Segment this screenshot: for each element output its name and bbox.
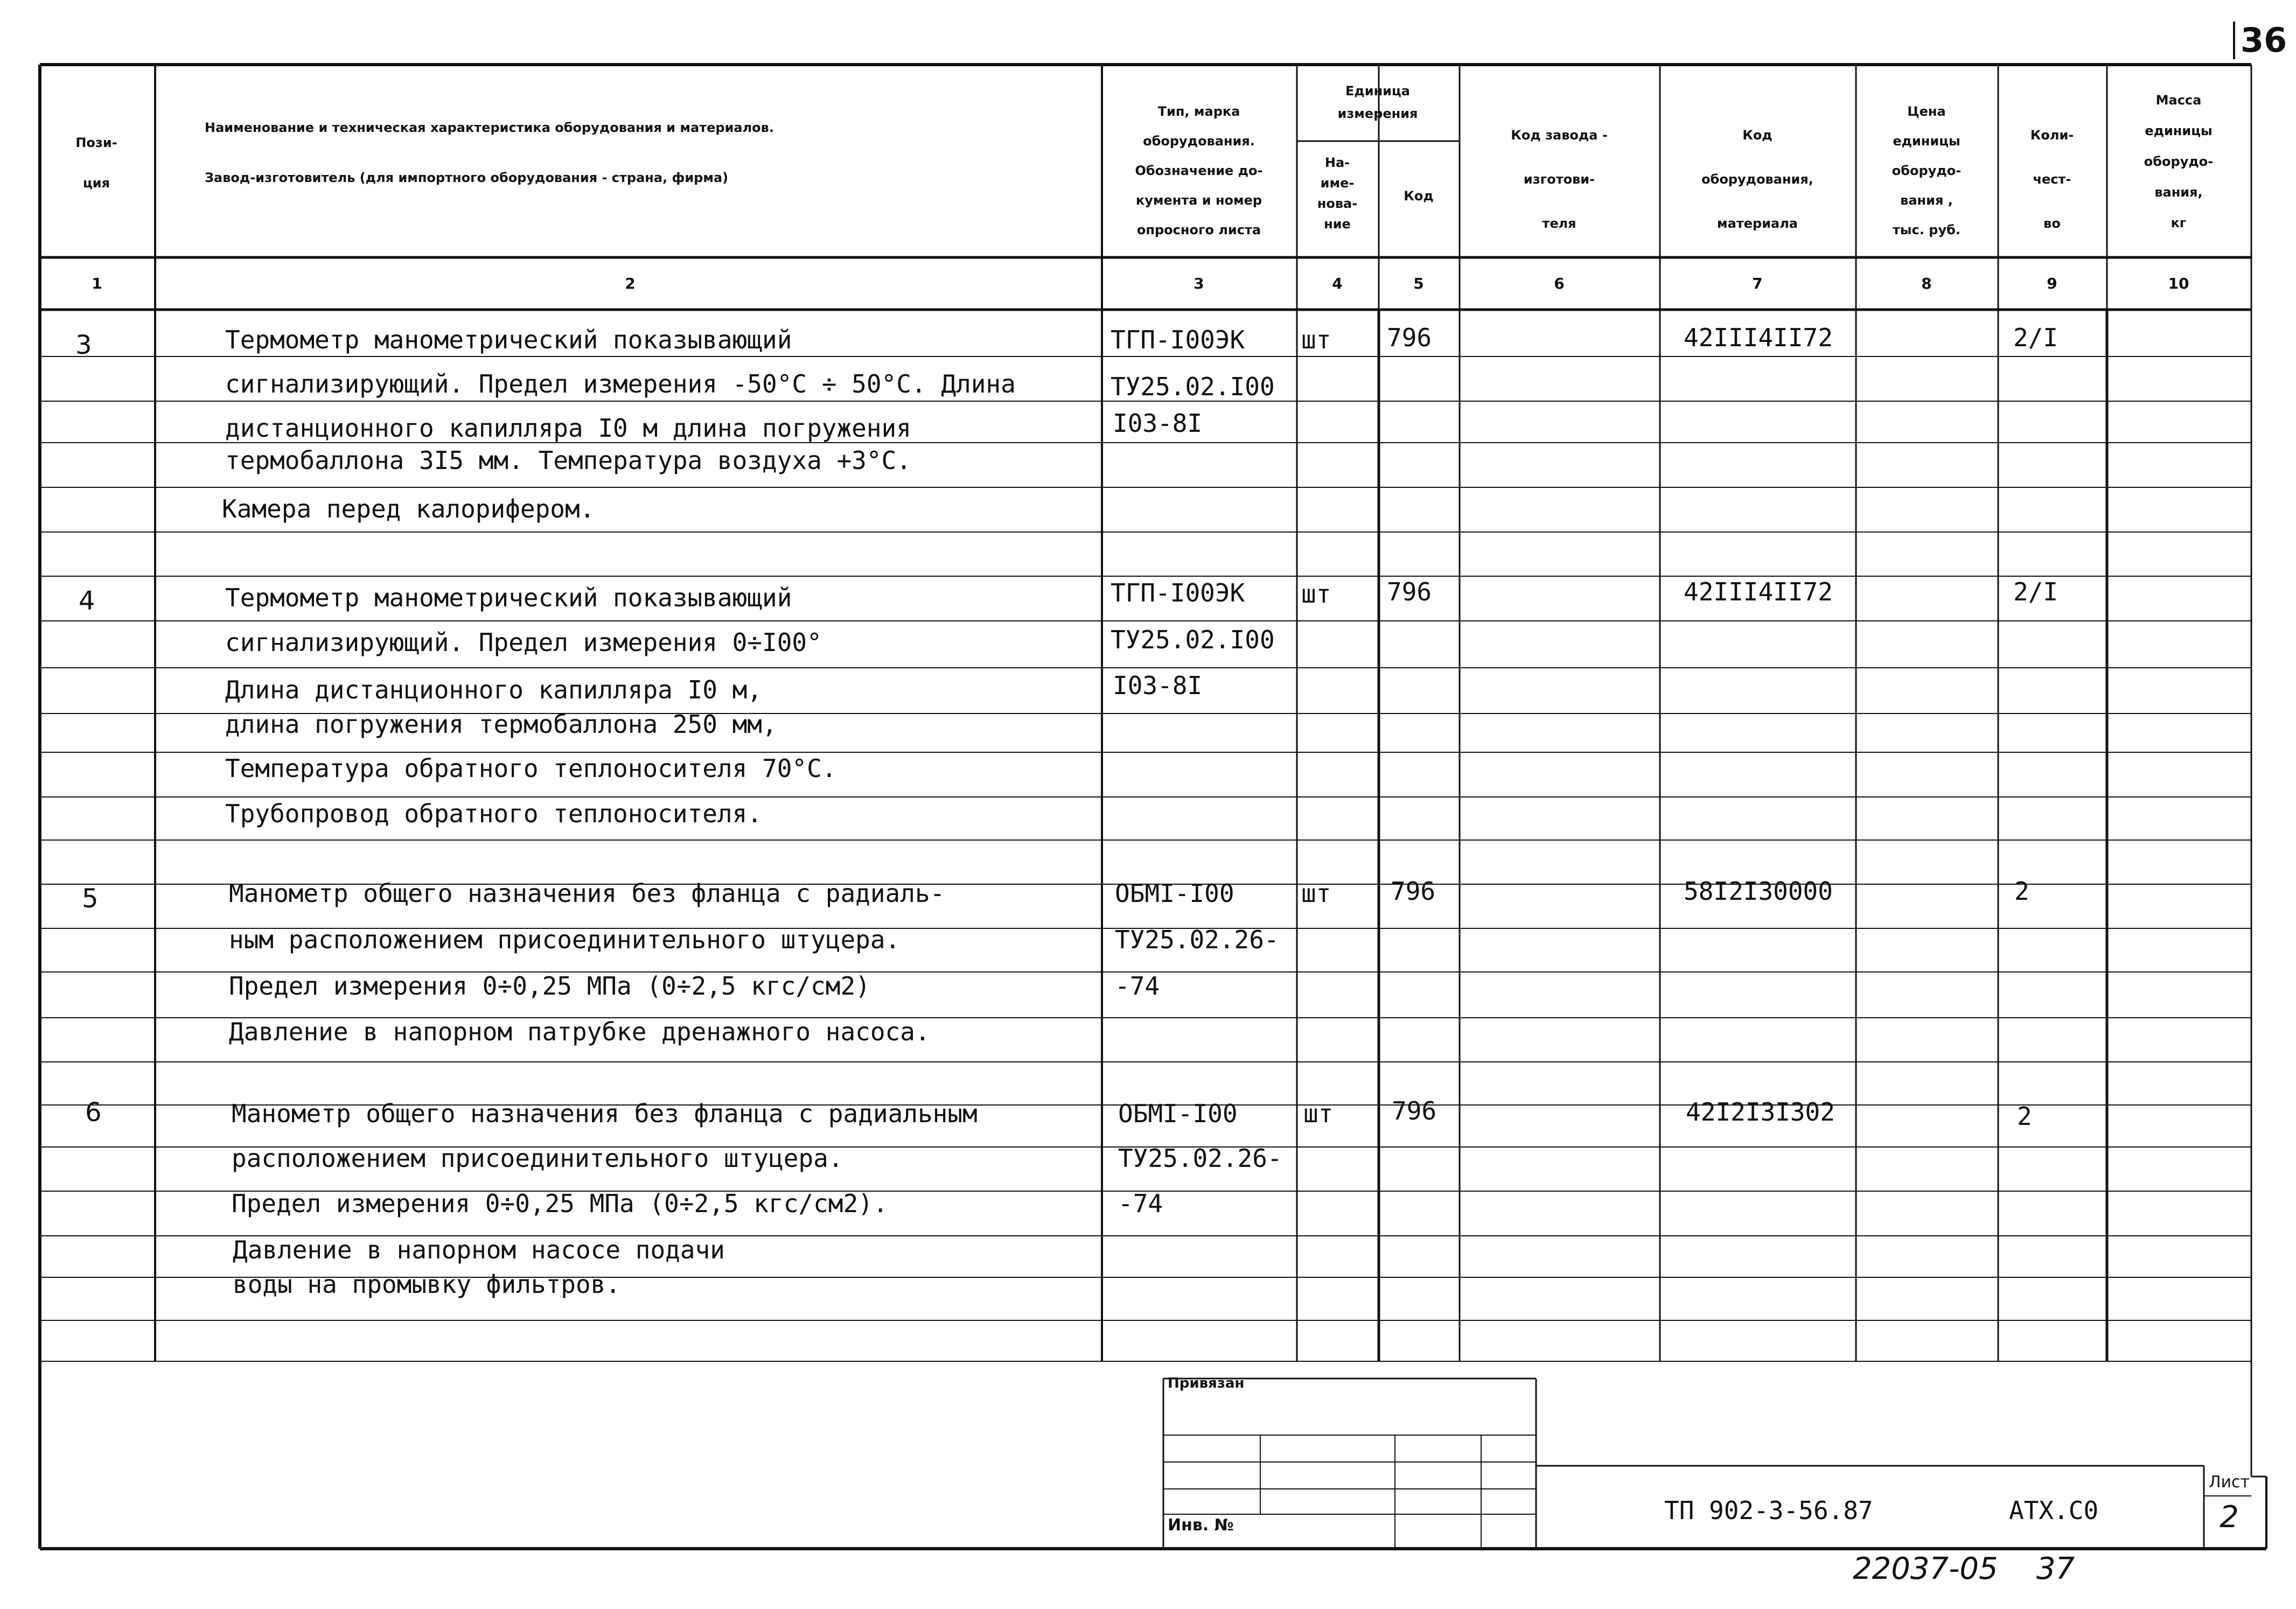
item-unit: шт (1303, 1099, 1334, 1128)
column-number: 4 (1332, 275, 1343, 292)
item-position: 6 (85, 1097, 102, 1128)
stamp-doc-code: ТП 902-3-56.87 (1664, 1496, 1873, 1525)
item-equipment-code: 42III4II72 (1684, 323, 1833, 352)
item-description-line: воды на промывку фильтров. (233, 1270, 621, 1299)
item-description-line: расположением присоединительного штуцера. (232, 1144, 843, 1173)
item-qty: 2/I (2013, 323, 2058, 352)
item-equipment-code: 42I2I3I302 (1686, 1097, 1835, 1127)
column-number: 9 (2047, 275, 2057, 292)
item-unit: шт (1301, 879, 1331, 908)
item-unit: шт (1301, 325, 1331, 354)
item-description-line: Температура обратного теплоносителя 70°С. (225, 754, 837, 783)
item-type: ТГП-I00ЭК (1111, 325, 1245, 354)
item-description-line: Термометр манометрический показывающий (225, 325, 792, 354)
item-description-line: Давление в напорном насосе подачи (233, 1235, 725, 1264)
item-description-line: длина погружения термобаллона 250 мм, (225, 710, 777, 739)
item-type: -74 (1118, 1189, 1163, 1218)
header-price: Цена единицы оборудо- вания , тыс. руб. (1892, 104, 1962, 237)
item-position: 4 (79, 586, 95, 616)
header-unit-name: На- име- нова- ние (1317, 155, 1358, 232)
item-equipment-code: 58I2I30000 (1684, 877, 1833, 906)
item-type: ТУ25.02.I00 (1111, 625, 1275, 654)
item-type: ТГП-I00ЭК (1111, 578, 1245, 607)
item-position: 5 (82, 884, 99, 914)
item-description-line: Предел измерения 0÷0,25 МПа (0÷2,5 кгс/см2). (232, 1189, 888, 1218)
item-description-line: сигнализирующий. Предел измерения 0÷I00° (225, 628, 822, 657)
header-name-line2: Завод-изготовитель (для импортного оборудования - страна, фирма) (205, 170, 729, 185)
item-description-line: дистанционного капилляра I0 м длина погружения (225, 414, 911, 443)
footer-handwritten-number: 22037-05 37 (1853, 1551, 2075, 1586)
header-mass: Масса единицы оборудо- вания, кг (2144, 93, 2214, 230)
item-description-line: Камера перед калорифером. (222, 494, 595, 523)
column-number: 8 (1921, 275, 1932, 292)
header-name-line1: Наименование и техническая характеристика оборудования и материалов. (205, 120, 774, 135)
item-type: ОБМI-I00 (1115, 879, 1234, 908)
item-type: ОБМI-I00 (1118, 1099, 1238, 1128)
header-unit-group: Единица измерения (1337, 83, 1418, 121)
column-number: 7 (1752, 275, 1763, 292)
item-description-line: сигнализирующий. Предел измерения -50°С ÷ 50°С. Длина (225, 369, 1016, 398)
stamp-sheet-number: 2 (2220, 1500, 2239, 1535)
item-unit-code: 796 (1391, 877, 1436, 906)
item-type: ТУ25.02.26- (1118, 1144, 1282, 1173)
item-qty: 2/I (2013, 577, 2058, 606)
item-description-line: Предел измерения 0÷0,25 МПа (0÷2,5 кгс/см2) (229, 971, 870, 1001)
header-unit-code: Код (1404, 188, 1434, 204)
item-type: I03-8I (1113, 409, 1203, 438)
header-position: Пози- ция (75, 135, 117, 191)
item-description-line: Манометр общего назначения без фланца с радиаль- (229, 879, 945, 908)
item-position: 3 (75, 330, 92, 360)
item-unit-code: 796 (1392, 1096, 1437, 1125)
item-description-line: Давление в напорном патрубке дренажного насоса. (229, 1017, 930, 1046)
item-unit-code: 796 (1387, 577, 1432, 606)
header-equipment-code: Код оборудования, материала (1701, 128, 1813, 231)
stamp-attached-label: Привязан (1168, 1375, 1245, 1391)
item-type: -74 (1115, 971, 1160, 1001)
item-description-line: термобаллона 3I5 мм. Температура воздуха +3°С. (225, 446, 911, 475)
item-description-line: Трубопровод обратного теплоносителя. (225, 799, 762, 828)
item-qty: 2 (2014, 877, 2029, 906)
item-description-line: Длина дистанционного капилляра I0 м, (225, 675, 762, 704)
item-unit-code: 796 (1387, 323, 1432, 352)
stamp-sheet-label: Лист (2208, 1473, 2250, 1492)
stamp-set-code: АТХ.С0 (2009, 1496, 2099, 1525)
item-type: I03-8I (1113, 671, 1203, 700)
item-description-line: Термометр манометрический показывающий (225, 583, 792, 612)
page-number: 36 (2241, 20, 2287, 60)
column-number: 6 (1554, 275, 1565, 292)
column-number: 3 (1194, 275, 1204, 292)
item-description-line: ным расположением присоединительного штуцера. (229, 925, 901, 954)
stamp-inv-label: Инв. № (1168, 1516, 1234, 1535)
item-type: ТУ25.02.I00 (1111, 372, 1275, 401)
item-description-line: Манометр общего назначения без фланца с радиальным (232, 1099, 978, 1128)
item-equipment-code: 42III4II72 (1684, 577, 1833, 606)
column-number: 1 (92, 275, 102, 292)
column-number: 5 (1413, 275, 1424, 292)
item-type: ТУ25.02.26- (1115, 925, 1279, 954)
item-unit: шт (1301, 579, 1331, 608)
header-type: Тип, марка оборудования. Обозначение до- кумента и номер опросного листа (1135, 104, 1263, 237)
column-number: 2 (625, 275, 636, 292)
header-factory-code: Код завода - изготови- теля (1511, 128, 1608, 231)
header-qty: Коли- чест- во (2030, 128, 2074, 231)
column-number: 10 (2168, 275, 2189, 292)
item-qty: 2 (2017, 1102, 2032, 1131)
